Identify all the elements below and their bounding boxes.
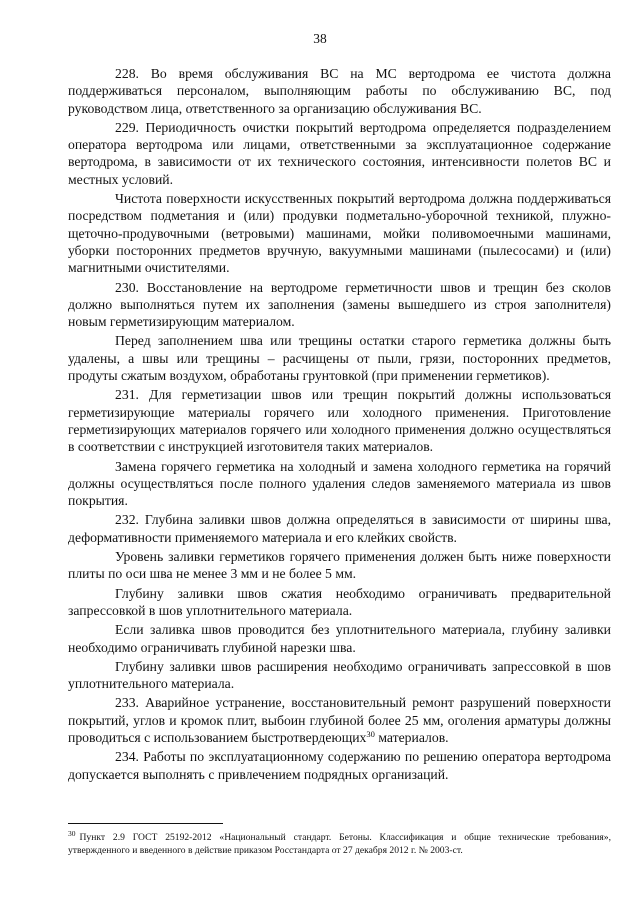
footnote-mark: 30 <box>68 829 76 838</box>
paragraph-233 <box>68 694 611 746</box>
page-number: 38 <box>313 31 327 46</box>
paragraph-expansion-joints: Глубину заливки швов расширения необходимо ограничивать запрессовкой в шов уплотнительного материала. <box>68 658 611 692</box>
paragraph-228: 228. Во время обслуживания ВС на МС вертодрома ее чистота должна поддерживаться персоналом, выполняющим работы по обслуживанию ВС, под руководством лица, ответственного за организацию обслуживания ВС. <box>68 66 611 116</box>
paragraph-compression-joints: Глубину заливки швов сжатия необходимо ограничивать предварительной запрессовкой в шов уплотнительного материала. <box>68 585 611 618</box>
paragraph-231: 231. Для герметизации швов или трещин покрытий должны использоваться герметизирующие материалы горячего или холодного применения. Приготовление герметизирующих материалов горячего или холодного применения должно осуществляться в соответствии с инструкцией изготовителя таких материалов. <box>68 387 611 455</box>
paragraph-cleaning: Чистота поверхности искусственных покрытий вертодрома должна поддерживаться посредством подметания и (или) продувки подметально-уборочной техникой, плужно-щеточно-продувочными (ветровыми) машинами, мойки поливомоечными машинами, уборки посторонних предметов вручную, вакуумными машинами (пылесосами) и (или) магнитными очистителями. <box>68 191 611 276</box>
footnote-text: Пункт 2.9 ГОСТ 25192-2012 «Национальный стандарт. Бетоны. Классификация и общие технические требования», утвержденного и введенного в действие приказом Росстандарта от 27 декабря 2012 г. № 2003-ст. <box>68 832 611 856</box>
paragraph-229: 229. Периодичность очистки покрытий вертодрома определяется подразделением оператора вертодрома или лицами, ответственными за эксплуатационное содержание вертодрома, в зависимости от их технического состояния, интенсивности полетов ВС и местных условий. <box>68 119 611 187</box>
paragraph-232: 232. Глубина заливки швов должна определяться в зависимости от ширины шва, деформативности применяемого материала и его клейких свойств. <box>68 512 611 545</box>
paragraph-233-text: 233. Аварийное устранение, восстановительный ремонт разрушений поверхности покрытий, углов и кромок плит, выбоин глубиной более 25 мм, оголения арматуры должны проводиться с использованием быстротвердеющих <box>68 695 611 745</box>
footnote <box>68 831 611 857</box>
paragraph-fill-level: Уровень заливки герметиков горячего применения должен быть ниже поверхности плиты по оси шва не менее 3 мм и не более 5 мм. <box>68 549 611 582</box>
document-body <box>68 65 611 783</box>
footnote-reference[interactable]: 30 <box>366 728 375 739</box>
paragraph-no-seal-material: Если заливка швов проводится без уплотнительного материала, глубину заливки необходимо ограничивать глубиной нарезки шва. <box>68 622 611 655</box>
footnote-divider <box>68 823 223 824</box>
paragraph-joint-prep: Перед заполнением шва или трещины остатки старого герметика должны быть удалены, а швы или трещины – расчищены от пыли, грязи, посторонних предметов, продуты сжатым воздухом, обработаны грунтовкой (при применении герметиков). <box>68 333 611 384</box>
paragraph-sealant-replacement: Замена горячего герметика на холодный и замена холодного герметика на горячий должны осуществляться после полного удаления следов заменяемого материала из швов покрытия. <box>68 458 611 509</box>
paragraph-234: 234. Работы по эксплуатационному содержанию по решению оператора вертодрома допускается выполнять с привлечением подрядных организаций. <box>68 749 611 782</box>
paragraph-230: 230. Восстановление на вертодроме герметичности швов и трещин без сколов должно выполняться путем их заполнения (замены вышедшего из строя заполнителя) новым герметизирующим материалом. <box>68 279 611 330</box>
paragraph-233-tail: материалов. <box>378 729 449 745</box>
